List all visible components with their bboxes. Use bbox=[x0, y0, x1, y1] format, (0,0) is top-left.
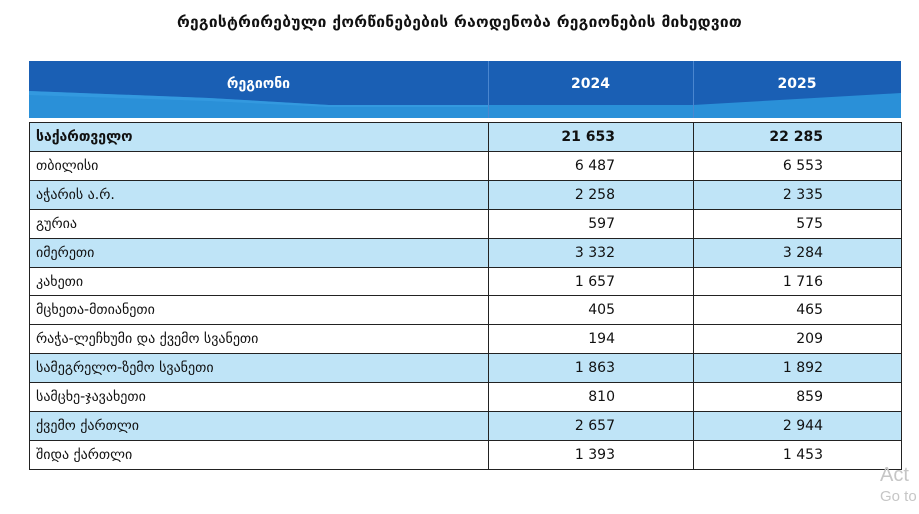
value-2024: 6 487 bbox=[489, 152, 694, 181]
value-2025: 859 bbox=[694, 383, 902, 412]
region-name: კახეთი bbox=[30, 267, 489, 296]
region-name: საქართველო bbox=[30, 123, 489, 152]
data-table bbox=[29, 122, 902, 470]
region-name: რაჭა-ლეჩხუმი და ქვემო სვანეთი bbox=[30, 325, 489, 354]
region-name: აჭარის ა.რ. bbox=[30, 180, 489, 209]
column-header-region: რეგიონი bbox=[226, 76, 291, 92]
value-2025: 1 892 bbox=[694, 354, 902, 383]
activation-watermark bbox=[880, 463, 917, 507]
value-2024: 2 657 bbox=[489, 412, 694, 441]
table-row bbox=[30, 383, 902, 412]
regional-marriages-table bbox=[29, 61, 901, 470]
table-row bbox=[30, 209, 902, 238]
region-name: იმერეთი bbox=[30, 238, 489, 267]
column-header-2024: 2024 bbox=[571, 76, 610, 92]
table-row bbox=[30, 267, 902, 296]
value-2024: 1 393 bbox=[489, 440, 694, 469]
value-2024: 810 bbox=[489, 383, 694, 412]
table-row bbox=[30, 325, 902, 354]
watermark-line-2: Go to bbox=[880, 488, 917, 505]
value-2025: 3 284 bbox=[694, 238, 902, 267]
table-header bbox=[29, 61, 901, 118]
value-2025: 1 716 bbox=[694, 267, 902, 296]
value-2024: 194 bbox=[489, 325, 694, 354]
value-2025: 575 bbox=[694, 209, 902, 238]
watermark-line-1: Act bbox=[880, 464, 909, 486]
region-name: სამცხე-ჯავახეთი bbox=[30, 383, 489, 412]
table-row bbox=[30, 440, 902, 469]
value-2025: 1 453 bbox=[694, 440, 902, 469]
value-2024: 21 653 bbox=[489, 123, 694, 152]
region-name: ქვემო ქართლი bbox=[30, 412, 489, 441]
value-2024: 405 bbox=[489, 296, 694, 325]
region-name: სამეგრელო-ზემო სვანეთი bbox=[30, 354, 489, 383]
value-2025: 22 285 bbox=[694, 123, 902, 152]
region-name: შიდა ქართლი bbox=[30, 440, 489, 469]
table-row bbox=[30, 152, 902, 181]
value-2025: 2 944 bbox=[694, 412, 902, 441]
value-2024: 3 332 bbox=[489, 238, 694, 267]
value-2025: 209 bbox=[694, 325, 902, 354]
table-row-total bbox=[30, 123, 902, 152]
table-row bbox=[30, 354, 902, 383]
value-2025: 465 bbox=[694, 296, 902, 325]
value-2024: 2 258 bbox=[489, 180, 694, 209]
table-row bbox=[30, 296, 902, 325]
table-row bbox=[30, 180, 902, 209]
value-2025: 6 553 bbox=[694, 152, 902, 181]
region-name: თბილისი bbox=[30, 152, 489, 181]
value-2024: 1 657 bbox=[489, 267, 694, 296]
table-title: რეგისტრირებული ქორწინებების რაოდენობა რეგიონების მიხედვით bbox=[176, 13, 743, 31]
region-name: მცხეთა-მთიანეთი bbox=[30, 296, 489, 325]
column-header-2025: 2025 bbox=[777, 76, 817, 92]
region-name: გურია bbox=[30, 209, 489, 238]
table-row bbox=[30, 238, 902, 267]
table-row bbox=[30, 412, 902, 441]
value-2025: 2 335 bbox=[694, 180, 902, 209]
value-2024: 597 bbox=[489, 209, 694, 238]
value-2024: 1 863 bbox=[489, 354, 694, 383]
